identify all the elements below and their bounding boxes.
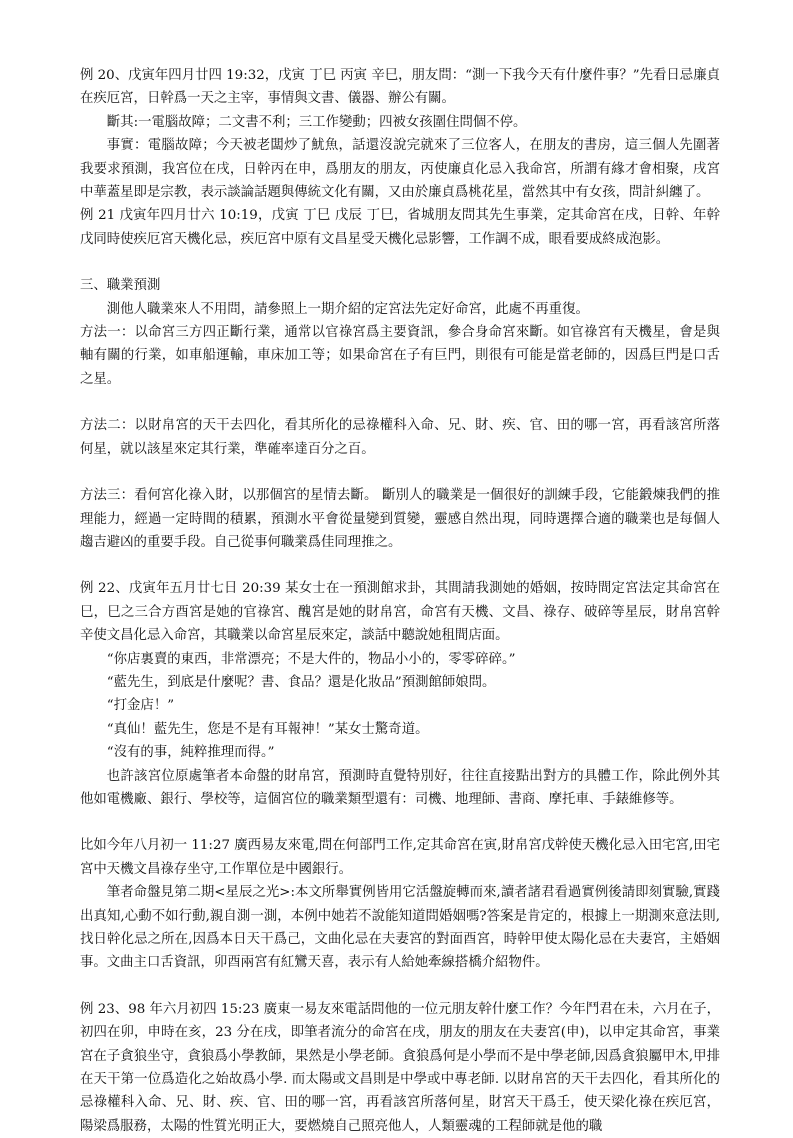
paragraph: 斷其:一電腦故障；二文書不利；三工作變動；四被女孩圍住問個不停。 [106,114,527,130]
paragraph-spacer [80,251,720,274]
document-body [80,64,720,1138]
paragraph: 方法一：以命宮三方四正斷行業，通常以官祿宮爲主要資訊，參合身命宮來斷。如官祿宮有天機星，會是與軸有關的行業，如車船運輸，車床加工等；如果命宮在子有巨門，則很有可能是當老師的，因爲巨門是口舌之星。 [80,325,720,387]
paragraph: “打金店！” [106,698,175,714]
paragraph: “沒有的事，純粹推理而得。” [106,745,275,761]
paragraph: 例 23、98 年六月初四 15:23 廣東一易友來電話問他的一位元朋友幹什麼工作？今年鬥君在未，六月在子，初四在卯，申時在亥，23 分在戌，即筆者流分的命宮在戌，朋友的朋友在夫妻宮(申)，以申定其命宮，事業宮在子貪狼坐守，貪狼爲小學教師，果然是小學老師。貪狼爲何是小學而不是中學老師,因爲貪狼屬甲木,甲排在天干第一位爲造化之始故爲小學. 而太陽或文昌則是中學或中專老師. 以財帛宮的天干去四化，看其所化的忌祿權科入命、兄、財、疾、官、田的哪一宮，再看該宮所落何星，財宮天干爲壬，使天梁化祿在疾厄宮，陽梁爲服務，太陽的性質光明正大，要燃燒自己照亮他人，人類靈魂的工程師就是他的職 [80,1001,720,1134]
paragraph: 也許該宮位原處筆者本命盤的財帛宮，預測時直覺特別好，往往直接點出對方的具體工作，除此例外其他如電機廠、銀行、學校等，這個宮位的職業類型還有：司機、地理師、書商、摩托車、手錶維修等。 [80,768,720,807]
paragraph: 比如今年八月初一 11:27 廣西易友來電,問在何部門工作,定其命宮在寅,財帛宮戊幹使天機化忌入田宅宮,田宅宮中天機文昌祿存坐守,工作單位是中國銀行。 [80,838,720,877]
paragraph: “你店裏賣的東西，非常漂亮；不是大件的，物品小小的，零零碎碎。” [106,651,516,667]
paragraph: 事實：電腦故障；今天被老闆炒了魷魚，話還沒說完就來了三位客人，在朋友的書房，這三個人先圍著我要求預測，我宮位在戌，日幹丙在申，爲朋友的朋友，丙使廉貞化忌入我命宮，所謂有緣才會相聚，戌宮中華蓋星即是宗教，表示談論話題與傳統文化有關，又由於廉貞爲桃花星，當然其中有女孩，問計糾纏了。 [80,138,720,201]
paragraph: 方法三：看何宮化祿入財，以那個宮的星情去斷。 斷別人的職業是一個很好的訓練手段，它能鍛煉我們的推理能力，經過一定時間的積累，預測水平會從量變到質變，靈感自然出現，同時選擇合適的職業也是每個人趨吉避凶的重要手段。自己從事何職業爲佳同理推之。 [80,488,720,550]
paragraph: 例 20、戊寅年四月廿四 19:32，戊寅 丁巳 丙寅 辛巳，朋友問：“測一下我今天有什麼件事？”先看日忌廉貞在疾厄宮，日幹爲一天之主宰，事情與文書、儀器、辦公有關。 [80,68,720,107]
paragraph-spacer [80,461,720,484]
paragraph: “真仙！藍先生，您是不是有耳報神！”某女士驚奇道。 [106,721,429,737]
paragraph-spacer [80,554,720,577]
paragraph-spacer [80,811,720,834]
paragraph: 例 22、戊寅年五月廿七日 20:39 某女士在一預測館求卦，其間請我測她的婚姻，按時間定宮法定其命宮在巳，巳之三合方酉宮是她的官祿宮、醜宮是她的財帛宮，命宮有天機、文昌、祿存、破碎等星辰，財帛宮幹辛使文昌化忌入命宮，其職業以命宮星辰來定，談話中聽說她租間店面。 [80,581,720,644]
paragraph: 測他人職業來人不用問，請參照上一期介紹的定宮法先定好命宮，此處不再重復。 [106,301,589,317]
paragraph-spacer [80,975,720,998]
document-page [80,64,720,1138]
paragraph: 方法二：以財帛宮的天干去四化，看其所化的忌祿權科入命、兄、財、疾、官、田的哪一宮，再看該宮所落何星，就以該星來定其行業，準確率達百分之百。 [80,418,720,457]
paragraph: 例 21 戊寅年四月廿六 10:19，戊寅 丁巳 戊辰 丁巳，省城朋友問其先生事業，定其命宮在戌，日幹、年幹戊同時使疾厄宮天機化忌，疾厄宮中原有文昌星受天機化忌影響，工作調不成，眼看要成終成泡影。 [80,208,720,247]
paragraph: 三、職業預測 [80,278,161,294]
paragraph: “藍先生，到底是什麼呢？書、食品？還是化妝品”預測館師娘問。 [106,674,496,690]
paragraph: 筆者命盤見第二期<星辰之光>:本文所舉實例皆用它活盤旋轉而來,讀者諸君看過實例後請即刻實驗,實踐出真知,心動不如行動,親自測一測，本例中她若不說能知道問婚姻嗎?答案是肯定的，根據上一期測來意法則,找日幹化忌之所在,因爲本日天干爲己，文曲化忌在夫妻宮的對面酉宮，時幹甲使太陽化忌在夫妻宮，主婚姻事。文曲主口舌資訊，卯酉兩宮有紅鸞天喜，表示有人給她牽線搭橋介紹物件。 [80,885,720,971]
paragraph-spacer [80,391,720,414]
